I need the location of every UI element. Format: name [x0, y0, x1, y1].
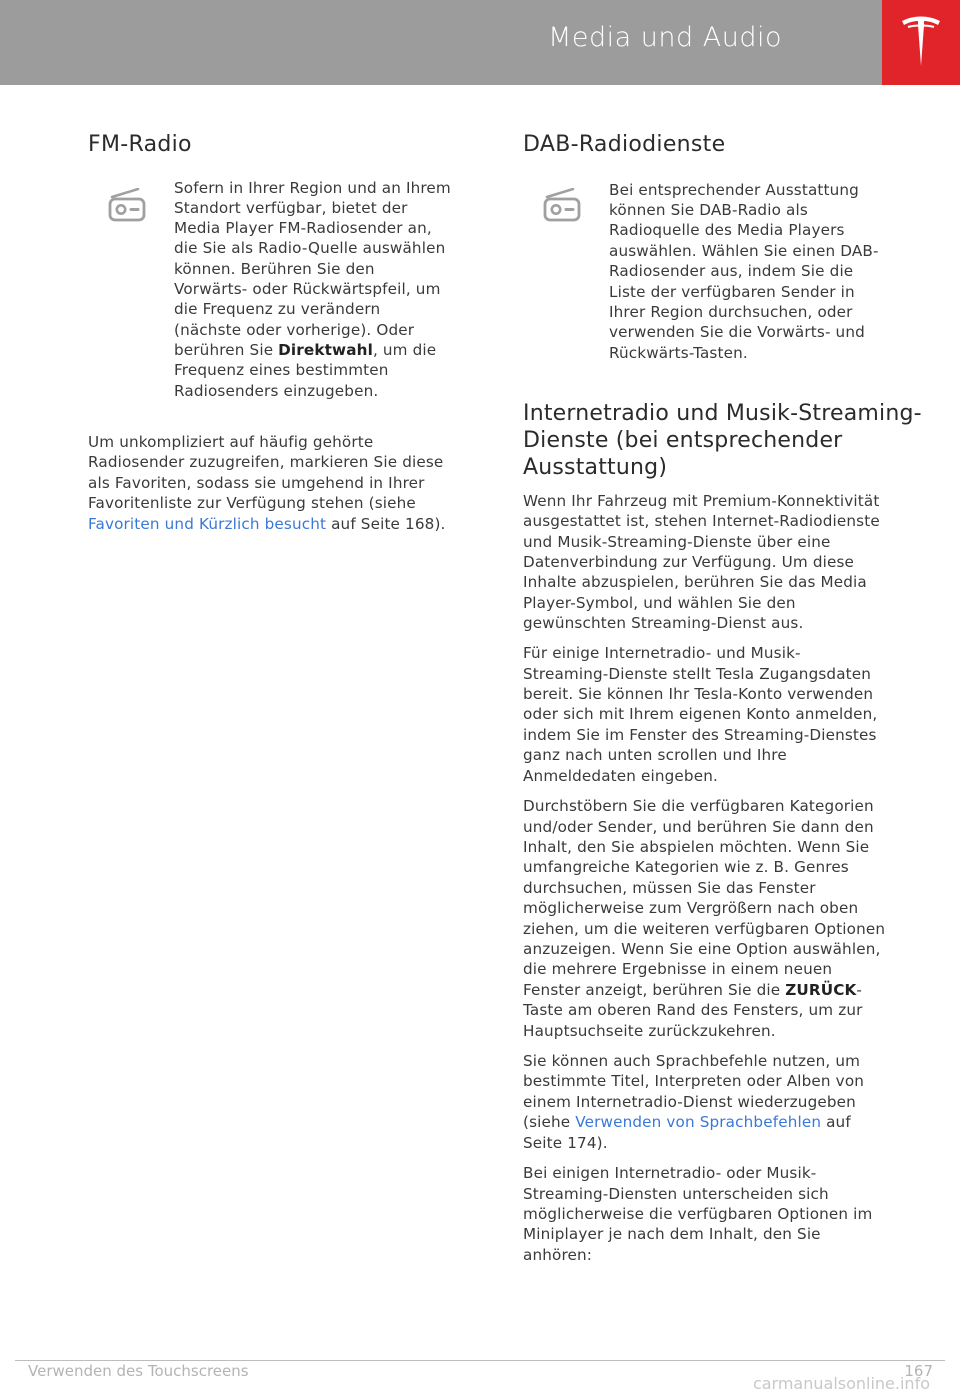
zurueck-label: ZURÜCK [785, 981, 857, 999]
para-line: Sie können auch Sprachbefehle nutzen, um [523, 1052, 861, 1070]
internet-heading-line: Dienste (bei entsprechender [523, 428, 843, 453]
note-text: , um die [372, 341, 437, 359]
para-line: Für einige Internetradio- und Musik- [523, 644, 801, 662]
para-line: Inhalt, den Sie abspielen möchten. Wenn Sie [523, 838, 870, 856]
note-line: (nächste oder vorherige). Oder [174, 321, 415, 339]
tesla-logo-icon [900, 14, 942, 70]
logo-box [882, 0, 960, 85]
para-line: anhören: [523, 1246, 593, 1264]
para-line: Anmeldedaten eingeben. [523, 767, 718, 785]
para-line: indem Sie im Fenster des Streaming-Dienstes [523, 726, 877, 744]
note-line: Radiosender aus, indem Sie die [609, 262, 854, 280]
para-line: Durchstöbern Sie die verfügbaren Kategorien [523, 797, 874, 815]
para-line: oder sich mit Ihrem eigenen Konto anmelden, [523, 705, 878, 723]
para-line [523, 1112, 851, 1132]
direktwahl-label: Direktwahl [278, 341, 373, 359]
watermark: carmanualsonline.info [752, 1374, 930, 1393]
fm-radio-heading: FM-Radio [88, 132, 192, 157]
para-line: die mehrere Ergebnisse in einem neuen [523, 960, 833, 978]
para-line: ganz nach unten scrollen und Ihre [523, 746, 787, 764]
note-line: Bei entsprechender Ausstattung [609, 181, 859, 199]
para-line [523, 980, 862, 1000]
para-line: anzuzeigen. Wenn Sie eine Option auswählen, [523, 940, 881, 958]
para-line: Streaming-Dienste stellt Tesla Zugangsdaten [523, 665, 872, 683]
para-line: ziehen, um die weiteren verfügbaren Optionen [523, 920, 886, 938]
para-line: ausgestattet ist, stehen Internet-Radiodienste [523, 512, 880, 530]
para-line: und/oder Sender, und berühren Sie dann den [523, 818, 874, 836]
para-line: möglicherweise die verfügbaren Optionen im [523, 1205, 873, 1223]
para-line: Wenn Ihr Fahrzeug mit Premium-Konnektivität [523, 492, 880, 510]
para-line: gewünschten Streaming-Dienst aus. [523, 614, 804, 632]
note-line [174, 340, 436, 360]
para-line: Favoritenliste zur Verfügung stehen (siehe [88, 494, 416, 512]
note-line: können. Berühren Sie den [174, 260, 375, 278]
voice-commands-link[interactable]: Verwenden von Sprachbefehlen [575, 1113, 822, 1131]
para-line: und Musik-Streaming-Dienste über eine [523, 533, 831, 551]
para-line: Streaming-Diensten unterscheiden sich [523, 1185, 829, 1203]
para-line: Bei einigen Internetradio- oder Musik- [523, 1164, 817, 1182]
radio-icon [108, 188, 146, 222]
para-line: umfangreiche Kategorien wie z. B. Genres [523, 858, 849, 876]
internet-heading-line: Internetradio und Musik-Streaming- [523, 401, 922, 426]
footer-divider [15, 1360, 945, 1361]
note-line: Frequenz eines bestimmten [174, 361, 389, 379]
para-line: Player-Symbol, und wählen Sie den [523, 594, 796, 612]
note-text: berühren Sie [174, 341, 279, 359]
para-text: auf Seite 168). [326, 515, 446, 533]
para-line: Um unkompliziert auf häufig gehörte [88, 433, 374, 451]
para-line: Miniplayer je nach dem Inhalt, den Sie [523, 1225, 821, 1243]
radio-icon [543, 188, 581, 222]
para-line: durchsuchen, müssen Sie das Fenster [523, 879, 816, 897]
para-text: auf [821, 1113, 851, 1131]
page-number: 167 [904, 1362, 933, 1380]
para-line: Taste am oberen Rand des Fensters, um zur [523, 1001, 863, 1019]
note-line: verwenden Sie die Vorwärts- und [609, 323, 865, 341]
note-line: auswählen. Wählen Sie einen DAB- [609, 242, 879, 260]
para-text: (siehe [523, 1113, 576, 1131]
para-line: Hauptsuchseite zurückzukehren. [523, 1022, 776, 1040]
note-line: Vorwärts- oder Rückwärtspfeil, um [174, 280, 441, 298]
note-line: Sofern in Ihrer Region und an Ihrem [174, 179, 451, 197]
note-line: Rückwärts-Tasten. [609, 344, 748, 362]
note-line: Radioquelle des Media Players [609, 221, 845, 239]
header-bar [0, 0, 882, 85]
note-line: können Sie DAB-Radio als [609, 201, 808, 219]
para-line: bestimmte Titel, Interpreten oder Alben von [523, 1072, 865, 1090]
note-line: Media Player FM-Radiosender an, [174, 219, 432, 237]
footer-chapter: Verwenden des Touchscreens [28, 1362, 249, 1380]
note-line: die Sie als Radio-Quelle auswählen [174, 239, 446, 257]
note-line: Radiosenders einzugeben. [174, 382, 379, 400]
page-section-title: Media und Audio [548, 22, 782, 53]
para-line: bereit. Sie können Ihr Tesla-Konto verwenden [523, 685, 874, 703]
note-line: die Frequenz zu verändern [174, 300, 381, 318]
para-line: Datenverbindung zur Verfügung. Um diese [523, 553, 855, 571]
para-line: einem Internetradio-Dienst wiederzugeben [523, 1093, 856, 1111]
para-line [88, 514, 446, 534]
note-line: Liste der verfügbaren Sender in [609, 283, 855, 301]
dab-heading: DAB-Radiodienste [523, 132, 726, 157]
para-line: möglicherweise zum Vergrößern nach oben [523, 899, 859, 917]
note-line: Standort verfügbar, bietet der [174, 199, 408, 217]
para-line: als Favoriten, sodass sie umgehend in Ihrer [88, 474, 425, 492]
para-line: Inhalte abzuspielen, berühren Sie das Media [523, 573, 867, 591]
para-line: Seite 174). [523, 1134, 608, 1152]
para-text: - [856, 981, 863, 999]
para-text: Fenster anzeigt, berühren Sie die [523, 981, 786, 999]
internet-heading-line: Ausstattung) [523, 455, 668, 480]
para-line: Radiosender zuzugreifen, markieren Sie diese [88, 453, 444, 471]
note-line: Ihrer Region durchsuchen, oder [609, 303, 853, 321]
favorites-link[interactable]: Favoriten und Kürzlich besucht [88, 515, 327, 533]
